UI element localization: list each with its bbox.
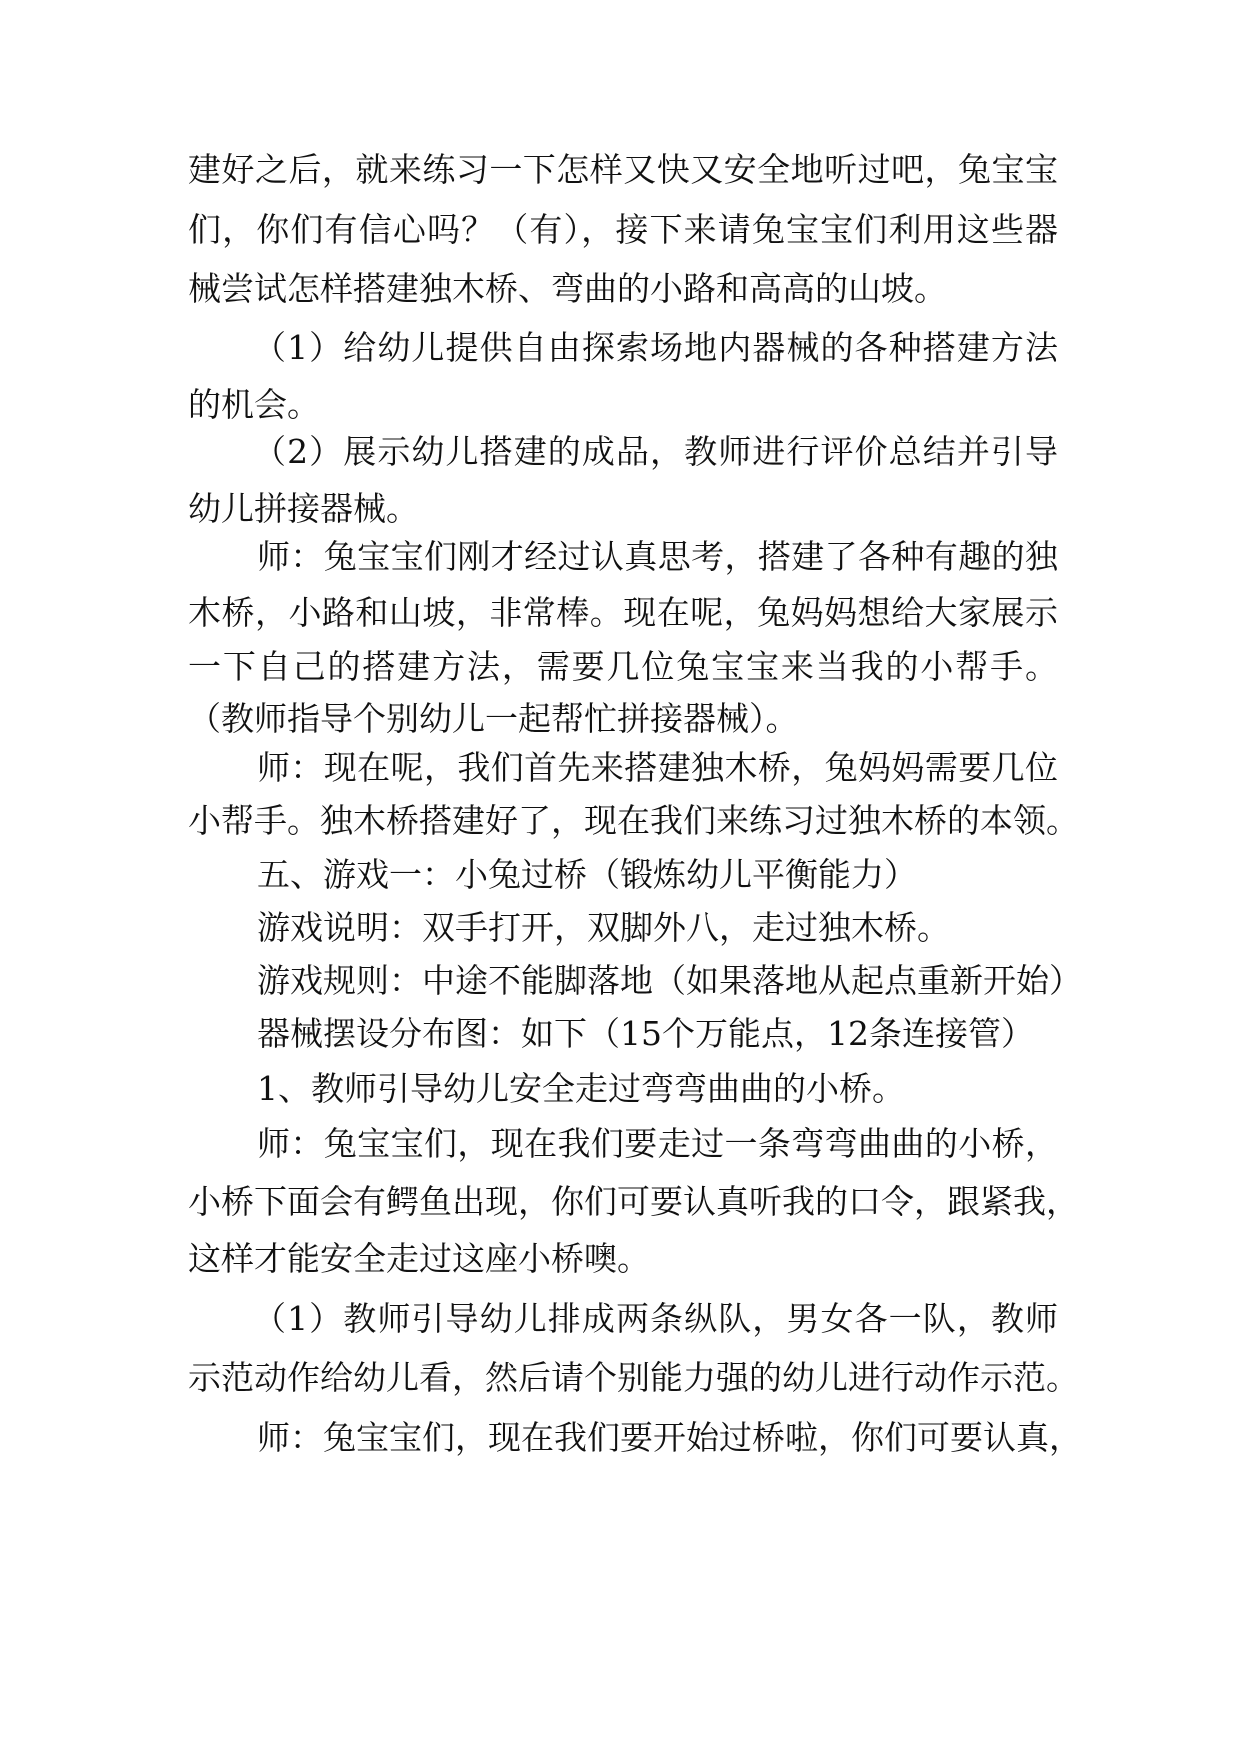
text-line: 示范动作给幼儿看，然后请个别能力强的幼儿进行动作示范。	[188, 1358, 1079, 1397]
text-line: 师：兔宝宝们，现在我们要走过一条弯弯曲曲的小桥，	[257, 1124, 1058, 1163]
text-line: 木桥，小路和山坡，非常棒。现在呢，兔妈妈想给大家展示	[188, 593, 1058, 632]
text-line: （1）教师引导幼儿排成两条纵队，男女各一队，教师	[253, 1299, 1058, 1338]
text-line: 们，你们有信心吗？（有），接下来请兔宝宝们利用这些器	[188, 210, 1058, 249]
text-line: 师：兔宝宝们刚才经过认真思考，搭建了各种有趣的独	[257, 537, 1058, 576]
text-line: 五、游戏一：小兔过桥（锻炼幼儿平衡能力）	[257, 855, 917, 894]
text-line: 一下自己的搭建方法，需要几位兔宝宝来当我的小帮手。	[188, 647, 1058, 686]
text-line: 械尝试怎样搭建独木桥、弯曲的小路和高高的山坡。	[188, 269, 947, 308]
text-line: （教师指导个别幼儿一起帮忙拼接器械）。	[188, 699, 799, 738]
text-line: 的机会。	[188, 385, 320, 424]
text-line: 幼儿拼接器械。	[188, 489, 419, 528]
text-line: 师：现在呢，我们首先来搭建独木桥，兔妈妈需要几位	[257, 748, 1058, 787]
text-line: 建好之后，就来练习一下怎样又快又安全地听过吧，兔宝宝	[188, 150, 1058, 189]
text-line: （1）给幼儿提供自由探索场地内器械的各种搭建方法	[253, 328, 1058, 367]
text-line: 1、教师引导幼儿安全走过弯弯曲曲的小桥。	[257, 1069, 905, 1108]
text-line: 小帮手。独木桥搭建好了，现在我们来练习过独木桥的本领。	[188, 801, 1079, 840]
text-line: 游戏规则：中途不能脚落地（如果落地从起点重新开始）	[257, 961, 1082, 1000]
text-line: 游戏说明：双手打开，双脚外八，走过独木桥。	[257, 908, 950, 947]
text-line: 这样才能安全走过这座小桥噢。	[188, 1239, 650, 1278]
text-line: 小桥下面会有鳄鱼出现，你们可要认真听我的口令，跟紧我，	[188, 1182, 1079, 1221]
text-line: 师：兔宝宝们，现在我们要开始过桥啦，你们可要认真，	[257, 1418, 1082, 1457]
text-line: 器械摆设分布图：如下（15个万能点，12条连接管）	[257, 1014, 1034, 1053]
text-line: （2）展示幼儿搭建的成品，教师进行评价总结并引导	[253, 432, 1058, 471]
